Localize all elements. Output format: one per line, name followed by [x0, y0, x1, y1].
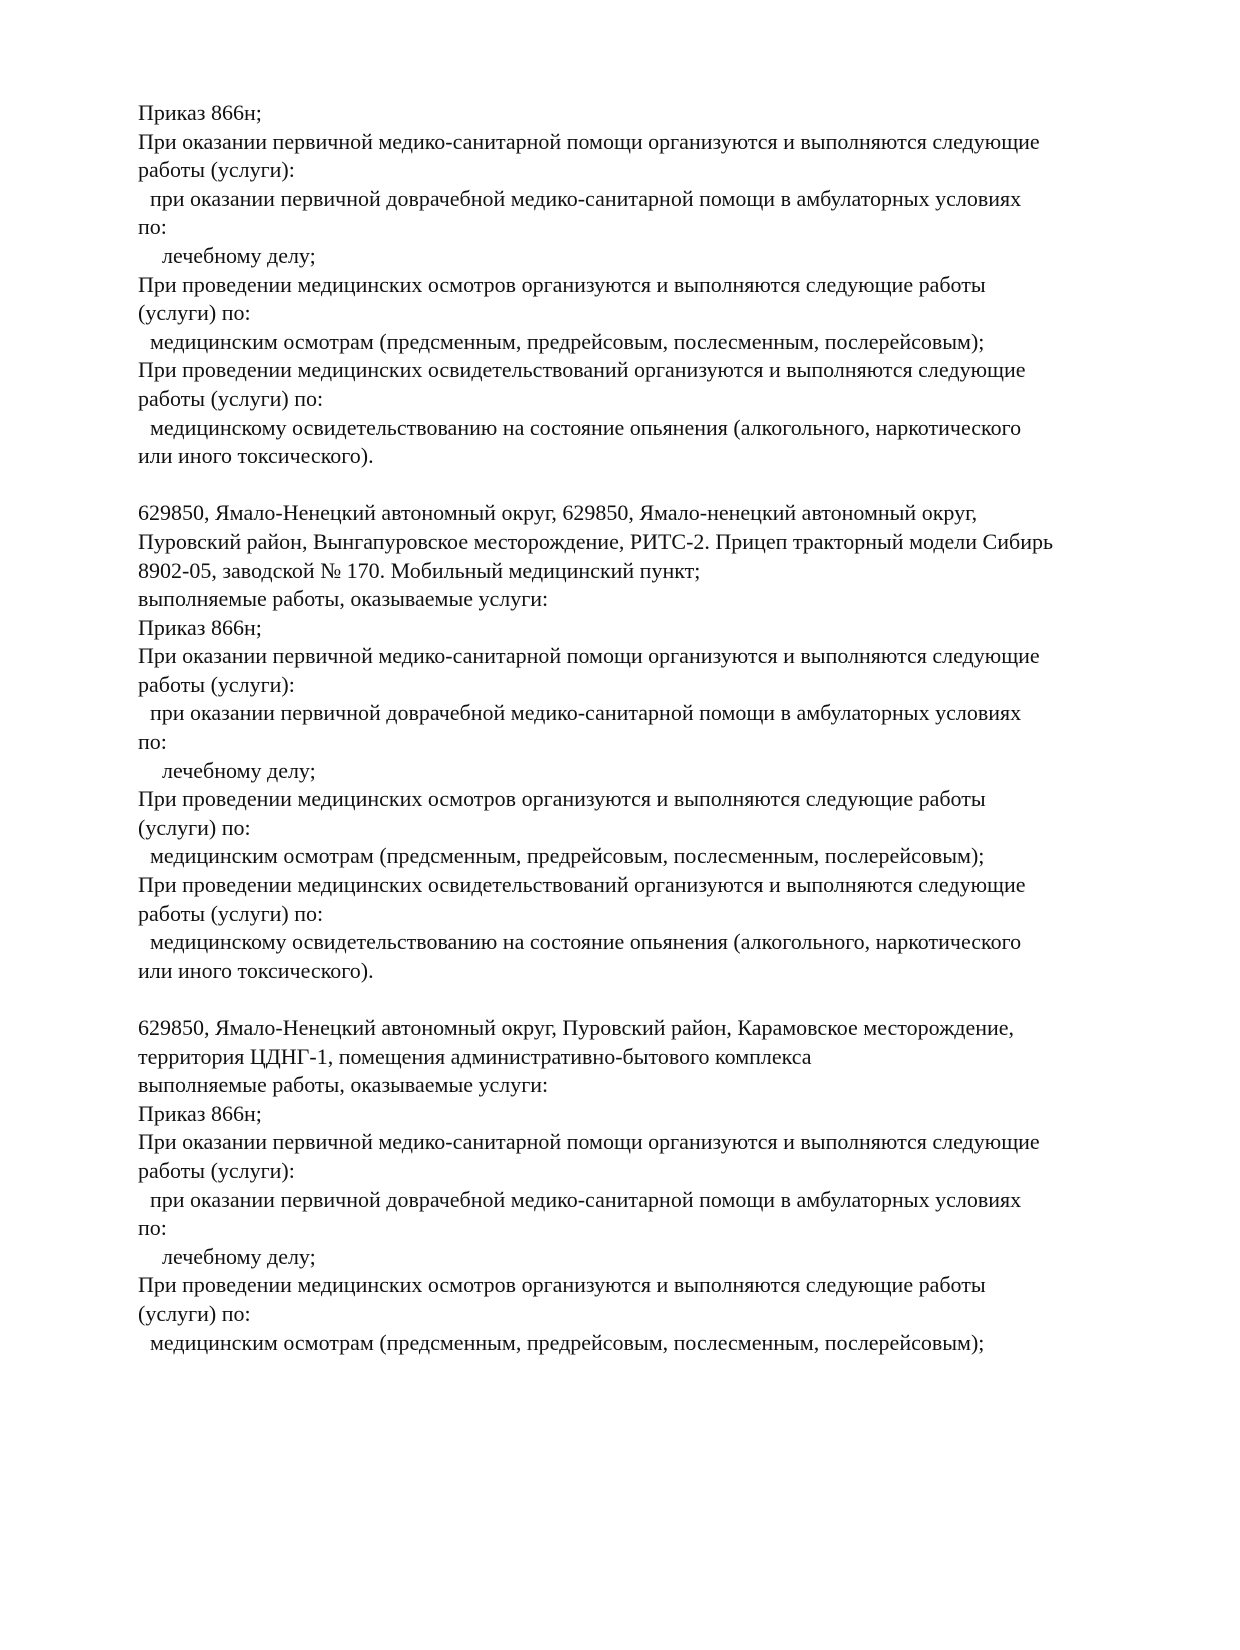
- text-line: 8902-05, заводской № 170. Мобильный медицинский пункт;: [138, 557, 701, 583]
- text-line: При оказании первичной медико-санитарной помощи организуются и выполняются следующие: [138, 643, 1040, 669]
- text-line: лечебному делу;: [162, 757, 316, 783]
- text-line: При проведении медицинских осмотров организуются и выполняются следующие работы: [138, 786, 986, 812]
- blank-line: [138, 471, 1138, 500]
- text-line: по:: [138, 1215, 167, 1241]
- text-line: медицинским осмотрам (предсменным, предрейсовым, послесменным, послерейсовым);: [150, 843, 985, 869]
- text-line: при оказании первичной доврачебной медико-санитарной помощи в амбулаторных условиях: [150, 700, 1022, 726]
- text-line: по:: [138, 729, 167, 755]
- text-line: территория ЦДНГ-1, помещения административно-бытового комплекса: [138, 1043, 812, 1069]
- text-line: медицинским осмотрам (предсменным, предрейсовым, послесменным, послерейсовым);: [150, 1329, 985, 1355]
- text-line: При проведении медицинских освидетельствований организуются и выполняются следующие: [138, 357, 1026, 383]
- text-line: работы (услуги) по:: [138, 900, 324, 926]
- text-line: медицинскому освидетельствованию на состояние опьянения (алкогольного, наркотического: [150, 414, 1022, 440]
- text-line: при оказании первичной доврачебной медико-санитарной помощи в амбулаторных условиях: [150, 1186, 1022, 1212]
- text-line: При проведении медицинских осмотров организуются и выполняются следующие работы: [138, 1272, 986, 1298]
- text-line: по:: [138, 214, 167, 240]
- text-line: Приказ 866н;: [138, 614, 262, 640]
- text-line: При проведении медицинских освидетельствований организуются и выполняются следующие: [138, 872, 1026, 898]
- blank-line: [138, 985, 1138, 1014]
- text-line: 629850, Ямало-Ненецкий автономный округ, 629850, Ямало-ненецкий автономный округ,: [138, 500, 978, 526]
- text-line: При проведении медицинских осмотров организуются и выполняются следующие работы: [138, 271, 986, 297]
- text-line: При оказании первичной медико-санитарной помощи организуются и выполняются следующие: [138, 128, 1040, 154]
- text-line: работы (услуги):: [138, 671, 295, 697]
- text-line: Приказ 866н;: [138, 100, 262, 125]
- text-line: работы (услуги):: [138, 1157, 295, 1183]
- text-line: выполняемые работы, оказываемые услуги:: [138, 586, 549, 612]
- text-line: 629850, Ямало-Ненецкий автономный округ, Пуровский район, Карамовское месторождение,: [138, 1015, 1015, 1040]
- document-page: [138, 99, 1138, 1357]
- text-line: (услуги) по:: [138, 300, 251, 326]
- text-line: при оказании первичной доврачебной медико-санитарной помощи в амбулаторных условиях: [150, 185, 1022, 211]
- text-line: лечебному делу;: [162, 242, 316, 268]
- text-line: медицинским осмотрам (предсменным, предрейсовым, послесменным, послерейсовым);: [150, 328, 985, 354]
- text-line: выполняемые работы, оказываемые услуги:: [138, 1072, 549, 1098]
- text-line: лечебному делу;: [162, 1243, 316, 1269]
- text-line: медицинскому освидетельствованию на состояние опьянения (алкогольного, наркотического: [150, 929, 1022, 955]
- text-line: работы (услуги):: [138, 157, 295, 183]
- text-line: Пуровский район, Вынгапуровское месторождение, РИТС-2. Прицеп тракторный модели Сибирь: [138, 528, 1054, 554]
- text-line: Приказ 866н;: [138, 1100, 262, 1126]
- text-line: (услуги) по:: [138, 1300, 251, 1326]
- text-line: работы (услуги) по:: [138, 385, 324, 411]
- text-line: При оказании первичной медико-санитарной помощи организуются и выполняются следующие: [138, 1129, 1040, 1155]
- text-line: или иного токсического).: [138, 957, 374, 983]
- text-line: (услуги) по:: [138, 814, 251, 840]
- text-line: или иного токсического).: [138, 443, 374, 469]
